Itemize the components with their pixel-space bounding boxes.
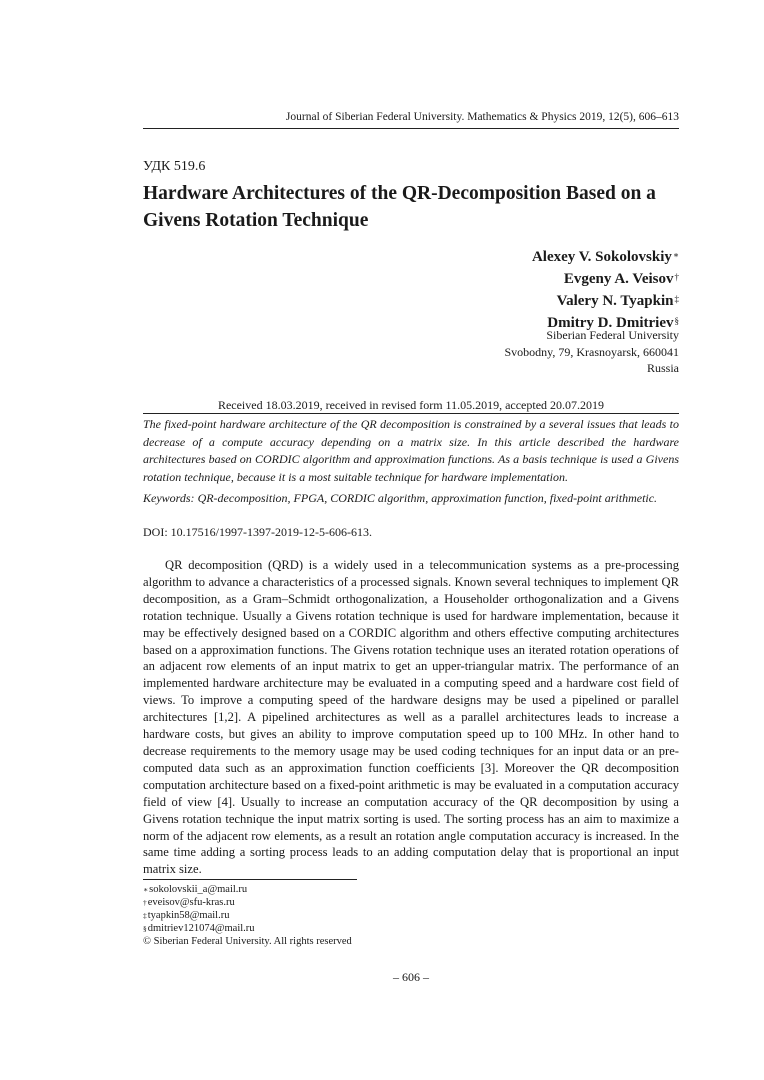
footnote-email[interactable]: sokolovskii_a@mail.ru [149, 884, 248, 895]
keywords-label: Keywords: [143, 491, 195, 505]
abstract-rule [143, 413, 679, 414]
footnote-4 [143, 922, 255, 935]
author-name: Dmitry D. Dmitriev [547, 315, 674, 331]
header-rule [143, 128, 679, 129]
footnote-mark: † [143, 898, 147, 907]
footnote-email[interactable]: eveisov@sfu-kras.ru [147, 897, 235, 908]
author-mark[interactable]: ‡ [674, 294, 679, 304]
copyright-notice: © Siberian Federal University. All rights reserved [143, 936, 352, 947]
footnote-rule [143, 879, 357, 880]
journal-header: Journal of Siberian Federal University. Mathematics & Physics 2019, 12(5), 606–613 [285, 111, 679, 123]
author-mark[interactable]: § [674, 316, 679, 326]
author-3 [532, 290, 679, 312]
author-mark[interactable]: † [674, 272, 679, 282]
affiliation-line: Svobodny, 79, Krasnoyarsk, 660041 [504, 344, 679, 359]
author-list [532, 246, 679, 334]
footnote-email[interactable]: dmitriev121074@mail.ru [147, 923, 255, 934]
affiliation-line: Siberian Federal University [546, 328, 679, 342]
author-name: Valery N. Tyapkin [556, 293, 674, 309]
keywords-value: QR-decomposition, FPGA, CORDIC algorithm, approximation function, fixed-point arithmetic. [197, 491, 658, 505]
abstract: The fixed-point hardware architecture of the QR decomposition is constrained by a several issues that leads to decrease of a compute accuracy depending on a matrix size. In this article described the hardware architectures based on CORDIC algorithm and approximation functions. As a basis technique is used a Givens rotation technique, because it is a most suitable technique for hardware implementation. [143, 417, 679, 484]
footnote-3 [143, 909, 229, 922]
footnote-1 [143, 883, 247, 896]
footnote-mark: § [143, 924, 147, 933]
paper-title: Hardware Architectures of the QR-Decomposition Based on a Givens Rotation Technique [143, 183, 656, 231]
author-name: Evgeny A. Veisov [563, 271, 674, 287]
received-dates: Received 18.03.2019, received in revised form 11.05.2019, accepted 20.07.2019 [217, 398, 605, 412]
affiliation-line: Russia [646, 361, 679, 375]
doi[interactable]: DOI: 10.17516/1997-1397-2019-12-5-606-613. [143, 525, 372, 539]
udc-code: УДК 519.6 [143, 159, 206, 174]
affiliation [504, 327, 679, 377]
keywords [143, 490, 679, 507]
footnote-email[interactable]: tyapkin58@mail.ru [147, 910, 230, 921]
author-2 [532, 268, 679, 290]
footnote-mark: ∗ [143, 885, 149, 894]
author-name: Alexey V. Sokolovskiy [531, 249, 672, 265]
page-number: – 606 – [393, 970, 429, 984]
author-1 [532, 246, 679, 268]
footnote-mark: ‡ [143, 911, 147, 920]
body-paragraph: QR decomposition (QRD) is a widely used in a telecommunication systems as a pre-processing algorithm to advance a characteristics of a processed signals. Known several techniques to implement QR decomposition, as a Gram–Schmidt orthogonalization, a Householder orthogonalization and a Givens rotation technique. Usually a Givens rotation technique is used for hardware implementation, because it may be effectively designed based on a CORDIC algorithm and others effective computing architectures based on a approximation functions. The Givens rotation technique uses an iterated rotation operations of an adjacent row elements of an input matrix to get an upper-triangular matrix. The performance of an implemented hardware architecture may be evaluated in a computing speed and a hardware cost field of views. To improve a computing speed of the hardware designs may be used a pipelined or parallel architectures [1,2]. A pipelined architectures as well as a parallel architectures leads to increase a hardware costs, but gives an ability to improve computation speed up to 100 MHz. In other hand to decrease requirements to the memory usage may be used coding techniques for an input data or an pre-computed data such as an approximation function coefficients [3]. Moreover the QR decomposition computation architecture based on a fixed-point arithmetic is may be evaluated in a computation accuracy field of view [4]. Usually to increase an computation accuracy of the QR decomposition by using a Givens rotation technique the input matrix sorting is used. The sorting process has an aim to maximize a norm of the adjacent row elements, as a result an rotation angle computation accuracy is increased. In the same time adding a sorting process leads to an adding computation delay that is proportional an input matrix size. [143, 558, 679, 877]
author-mark[interactable]: ∗ [672, 250, 679, 260]
footnote-2 [143, 896, 235, 909]
